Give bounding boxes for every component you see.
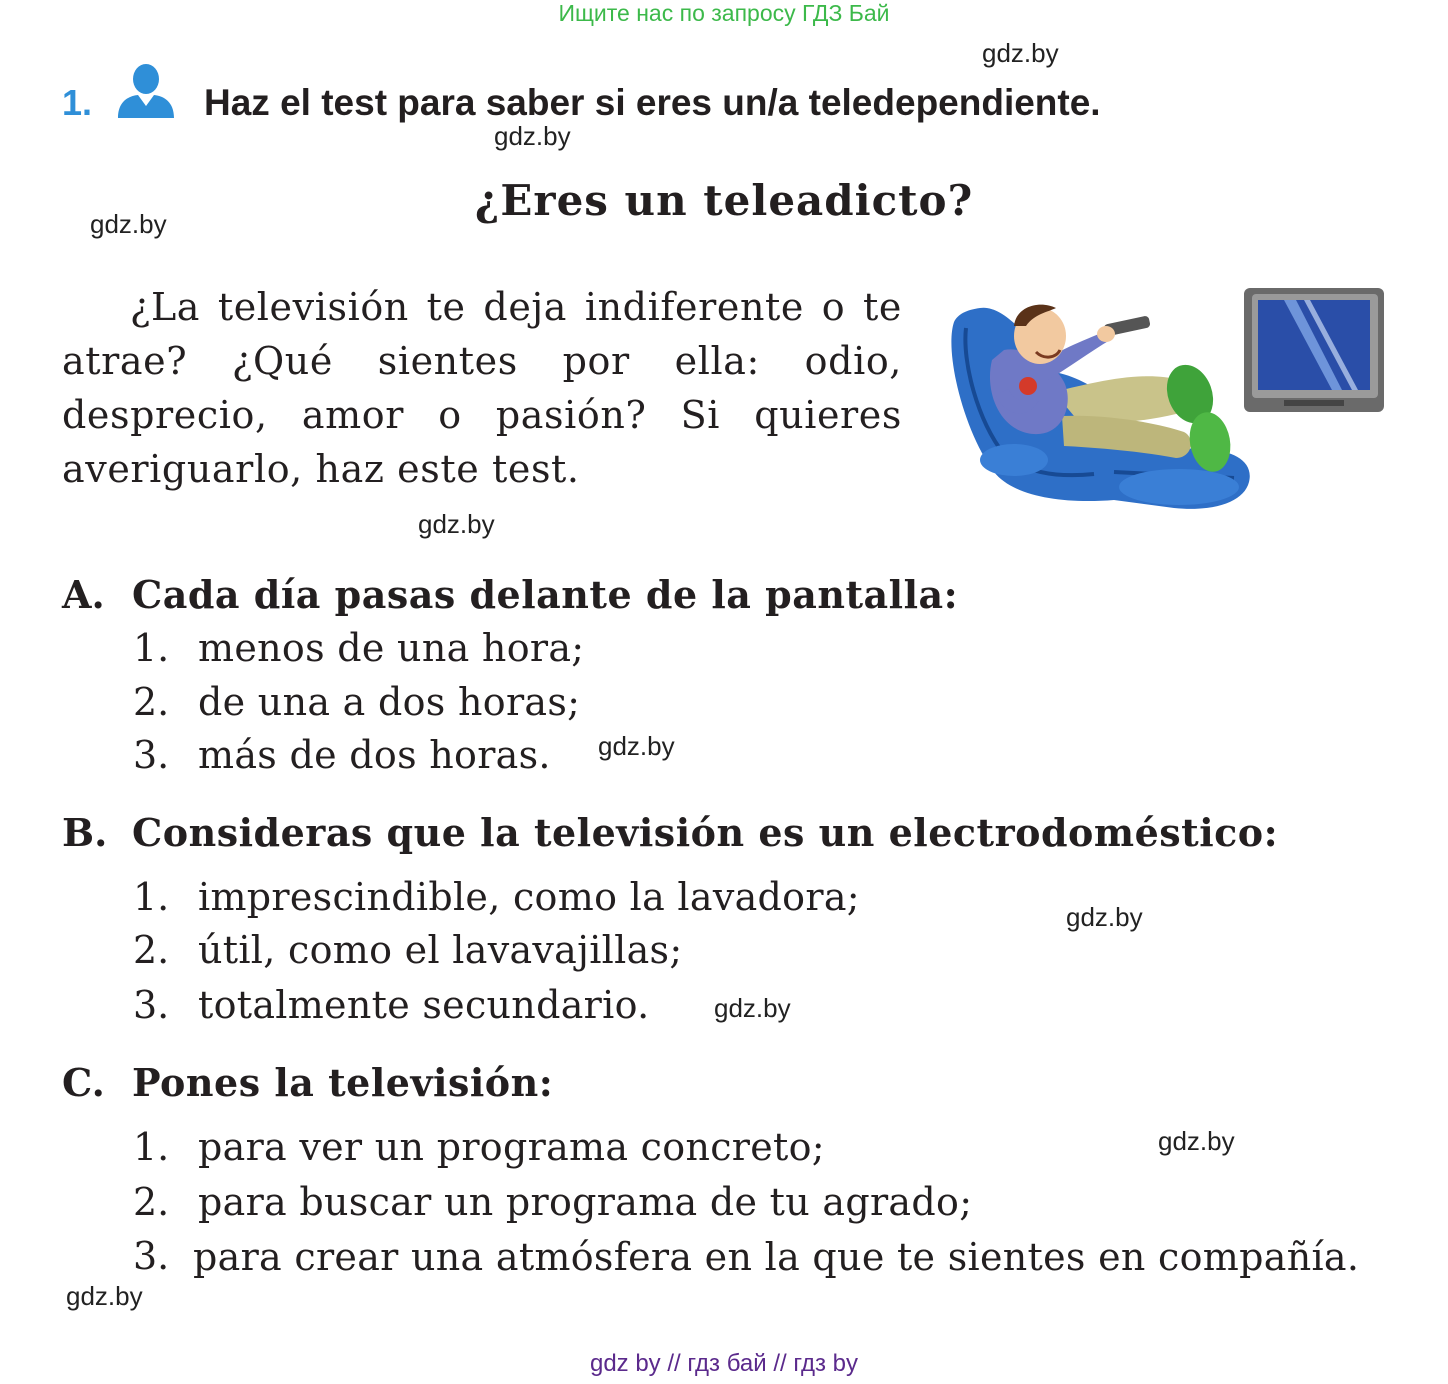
question-a-option-1: menos de una hora; (198, 626, 585, 670)
watermark: gdz.by (494, 121, 571, 151)
question-c-option-1: para ver un programa concreto; (198, 1125, 825, 1169)
question-a-option-3: más de dos horas. (198, 733, 551, 777)
question-a-option-number: 2. (133, 680, 170, 724)
question-c-letter: C. (62, 1060, 105, 1105)
watermark: gdz.by (714, 993, 791, 1023)
question-b-option-1: imprescindible, como la lavadora; (198, 875, 860, 919)
question-c-option-number: 2. (133, 1180, 170, 1224)
question-a-letter: A. (62, 572, 105, 617)
question-c-option-2: para buscar un programa de tu agrado; (198, 1180, 973, 1224)
exercise-number: 1. (62, 82, 93, 123)
question-c-option-number: 1. (133, 1125, 170, 1169)
question-c-option-3: para crear una atmósfera en la que te sientes en compañía. (193, 1235, 1360, 1279)
person-icon (114, 62, 178, 118)
intro-paragraph: ¿La televisión te deja indiferente o te atrae? ¿Qué sientes por ella: odio, desprecio, amor o pasión? Si quieres averiguarlo, haz este test. (62, 285, 902, 491)
question-b-option-2: útil, como el lavavajillas; (198, 928, 683, 972)
question-b-option-number: 1. (133, 875, 170, 919)
footer-banner: gdz by // гдз бай // гдз by (589, 1350, 859, 1377)
watermark: gdz.by (1158, 1126, 1235, 1156)
question-a-text: Cada día pasas delante de la pantalla: (132, 572, 959, 617)
question-c-option-number: 3. (133, 1234, 170, 1278)
question-a-option-2: de una a dos horas; (198, 680, 581, 724)
watermark: gdz.by (418, 509, 495, 539)
question-c-text: Pones la televisión: (132, 1060, 554, 1105)
watermark: gdz.by (66, 1281, 143, 1311)
tv-viewer-illustration (944, 282, 1398, 514)
question-b-letter: B. (62, 810, 108, 855)
exercise-instruction: Haz el test para saber si eres un/a teledependiente. (204, 82, 1101, 123)
question-b-option-3: totalmente secundario. (198, 983, 650, 1027)
question-b-option-number: 2. (133, 928, 170, 972)
search-banner: Ищите нас по запросу ГДЗ Бай (558, 0, 890, 26)
question-b-text: Consideras que la televisión es un electrodoméstico: (132, 810, 1279, 855)
watermark: gdz.by (982, 38, 1059, 68)
question-a-option-number: 1. (133, 626, 170, 670)
question-b-option-number: 3. (133, 983, 170, 1027)
test-title: ¿Eres un teleadicto? (474, 176, 974, 225)
question-a-option-number: 3. (133, 733, 170, 777)
watermark: gdz.by (1066, 902, 1143, 932)
watermark: gdz.by (90, 209, 167, 239)
watermark: gdz.by (598, 731, 675, 761)
